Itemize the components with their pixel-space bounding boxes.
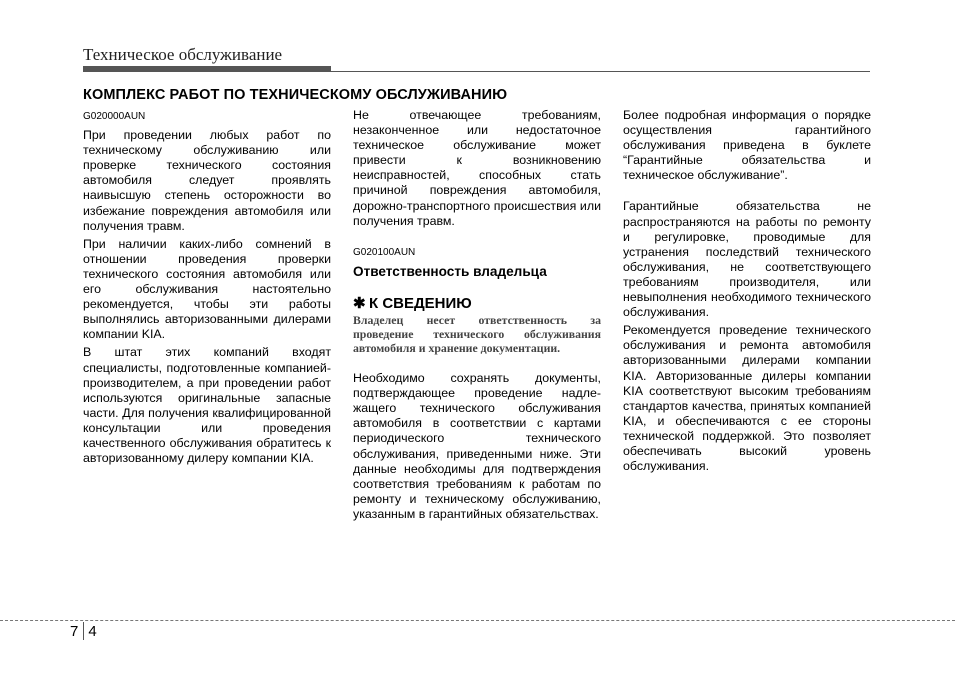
paragraph: При наличии каких-либо сомнений в отношении проведения проверки технического состояния автомобиля или его обслуживания настоятельно рекомендуется, чтобы эти работы выполнялись авторизованными дилерами компании KIA.: [83, 236, 331, 342]
column-1: [83, 108, 331, 466]
section-title: КОМПЛЕКС РАБОТ ПО ТЕХНИЧЕСКОМУ ОБСЛУЖИВАНИЮ: [83, 87, 508, 103]
footer-dashed-rule: [0, 620, 955, 621]
column-2: [353, 108, 601, 522]
subsection-heading: Ответственность владельца: [353, 263, 547, 279]
section-code: G020100AUN: [353, 246, 416, 258]
column-3: [623, 108, 871, 474]
paragraph: Более подробная информация о порядке осуществления гарантийного обслуживания приведена в буклете “Гарантийные обязательства и техническое обслуживание”.: [623, 108, 871, 183]
note-body: Владелец несет ответственность за проведение технического обслуживания автомобиля и хранение документации.: [353, 313, 601, 356]
paragraph: В штат этих компаний входят специалисты, подготовленные компанией-производителем, а при проведении работ используются оригинальные запасные части. Для получения квалифицированной консультации или проведения качественного обслуживания обратитесь к авторизованному дилеру компании KIA.: [83, 345, 331, 466]
header-rule: [331, 71, 870, 72]
running-header-title: Техническое обслуживание: [83, 45, 283, 64]
paragraph: При проведении любых работ по техническому обслуживанию или проверке технического состояния автомобиля следует проявлять наивысшую степень осторожности во избежание повреждения автомобиля или получения травм.: [83, 128, 331, 233]
note-heading: [353, 296, 601, 311]
page-in-chapter: 4: [88, 622, 97, 640]
note-star-icon: ✱: [353, 294, 366, 312]
page-number-separator: [83, 622, 84, 640]
paragraph: Необходимо сохранять документы, подтверждающее проведение надле-жащего технического обслуживания автомобиля в соответствии с картами периодического технического обслуживания, приведенными ниже. Эти данные необходимы для подтверждения соответствия требованиям к работам по ремонту и техническому обслуживанию, указанным в гарантийных обязательствах.: [353, 371, 601, 521]
paragraph: Рекомендуется проведение технического обслуживания и ремонта автомобиля авторизованными дилерами компании KIA. Авторизованные дилеры компании KIA соответствуют высоким требованиям стандартов качества, принятых компанией KIA, и обеспечиваются с ее стороны технической поддержкой. Это позволяет обеспечивать высокий уровень обслуживания.: [623, 323, 871, 474]
paragraph: Гарантийные обязательства не распространяются на работы по ремонту и регулировке, проводимые для устранения последствий технического обслуживания, не соответствующего требованиям производителя, или невыполнения необходимого технического обслуживания.: [623, 199, 871, 320]
chapter-number: 7: [70, 622, 79, 640]
section-code: G020000AUN: [83, 111, 146, 122]
page-number: [70, 622, 97, 640]
header-bar: [83, 66, 331, 72]
note-heading-text: К СВЕДЕНИЮ: [369, 294, 472, 312]
paragraph: Не отвечающее требованиям, незаконченное или недостаточное техническое обслуживание может привести к возникновению неисправностей, способных стать причиной повреждения автомобиля, дорожно-транспортного происшествия или получения травм.: [353, 108, 601, 228]
